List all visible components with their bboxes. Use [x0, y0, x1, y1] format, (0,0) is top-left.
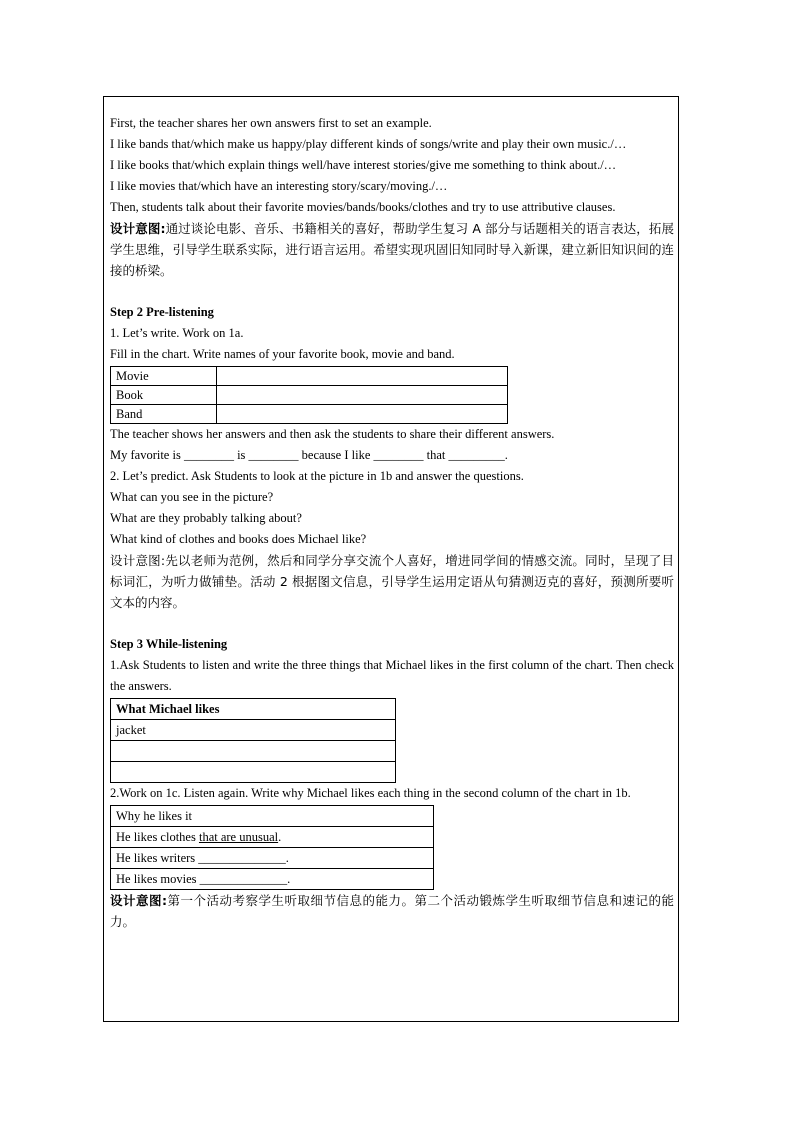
lesson-content — [110, 113, 674, 932]
row-suffix: . — [278, 830, 282, 844]
table-row — [111, 720, 396, 741]
design-intent-text: 第一个活动考察学生听取细节信息的能力。第二个活动锻炼学生听取细节信息和速记的能力。 — [110, 893, 674, 929]
step2-title: Step 2 Pre-listening — [110, 305, 214, 319]
table-row — [111, 386, 508, 405]
chart-row-label: Movie — [111, 367, 217, 386]
design-intent-text: 先以老师为范例，然后和同学分享交流个人喜好，增进同学间的情感交流。同时，呈现了目标词汇，为听力做铺垫。活动 2 根据图文信息，引导学生运用定语从句猜测迈克的喜好，预测所要听文本的内容。 — [110, 553, 674, 610]
table-row — [111, 741, 396, 762]
design-intent-label: 设计意图: — [110, 221, 166, 236]
table-cell[interactable]: jacket — [111, 720, 396, 741]
intro-line-2: I like bands that/which make us happy/play different kinds of songs/write and play their own music./… — [110, 137, 627, 151]
step2-item-2: 2. Let’s predict. Ask Students to look at the picture in 1b and answer the questions. — [110, 469, 524, 483]
example-answer: that are unusual — [198, 830, 279, 844]
michael-likes-table — [110, 698, 396, 783]
table-header: Why he likes it — [111, 806, 434, 827]
table-cell — [111, 827, 434, 848]
design-intent-2 — [110, 550, 674, 613]
row-prefix: He likes clothes — [116, 830, 199, 844]
table-row — [111, 367, 508, 386]
table-row — [111, 699, 396, 720]
why-he-likes-table — [110, 805, 434, 890]
table-row — [111, 827, 434, 848]
table-cell[interactable] — [111, 762, 396, 783]
design-intent-3 — [110, 890, 674, 932]
step3-title: Step 3 While-listening — [110, 637, 228, 651]
table-cell[interactable]: He likes movies ______________. — [111, 869, 434, 890]
step3-item-1: 1.Ask Students to listen and write the three things that Michael likes in the first column of the chart. Then check the answers. — [110, 658, 674, 693]
intro-line-1: First, the teacher shares her own answers first to set an example. — [110, 116, 432, 130]
favorites-chart — [110, 366, 508, 424]
step2-question-3: What kind of clothes and books does Michael like? — [110, 532, 367, 546]
chart-row-label: Band — [111, 405, 217, 424]
design-intent-label: 设计意图: — [110, 893, 167, 908]
step2-after-chart: The teacher shows her answers and then ask the students to share their different answers. — [110, 427, 555, 441]
table-row — [111, 869, 434, 890]
table-row — [111, 405, 508, 424]
document-frame — [103, 96, 679, 1022]
intro-line-4: I like movies that/which have an interesting story/scary/moving./… — [110, 179, 448, 193]
design-intent-1 — [110, 218, 674, 281]
table-cell[interactable]: He likes writers ______________. — [111, 848, 434, 869]
intro-line-5: Then, students talk about their favorite movies/bands/books/clothes and try to use attributive clauses. — [110, 200, 616, 214]
chart-answer-cell[interactable] — [217, 367, 508, 386]
step3-item-2: 2.Work on 1c. Listen again. Write why Michael likes each thing in the second column of the chart in 1b. — [110, 786, 631, 800]
step2-item-1-desc: Fill in the chart. Write names of your favorite book, movie and band. — [110, 347, 455, 361]
step2-sentence-frame: My favorite is ________ is ________ because I like ________ that _________. — [110, 448, 508, 462]
step2-item-1: 1. Let’s write. Work on 1a. — [110, 326, 244, 340]
table-row — [111, 848, 434, 869]
chart-answer-cell[interactable] — [217, 405, 508, 424]
design-intent-label: 设计意图: — [110, 553, 166, 568]
design-intent-text: 通过谈论电影、音乐、书籍相关的喜好，帮助学生复习 A 部分与话题相关的语言表达，拓展学生思维，引导学生联系实际，进行语言运用。希望实现巩固旧知同时导入新课，建立新旧知识间的连接的桥梁。 — [110, 221, 675, 278]
table-cell[interactable] — [111, 741, 396, 762]
table-row — [111, 806, 434, 827]
step2-question-2: What are they probably talking about? — [110, 511, 302, 525]
intro-line-3: I like books that/which explain things well/have interest stories/give me something to think about./… — [110, 158, 617, 172]
table-row — [111, 762, 396, 783]
chart-answer-cell[interactable] — [217, 386, 508, 405]
chart-row-label: Book — [111, 386, 217, 405]
table-header: What Michael likes — [111, 699, 396, 720]
step2-question-1: What can you see in the picture? — [110, 490, 274, 504]
